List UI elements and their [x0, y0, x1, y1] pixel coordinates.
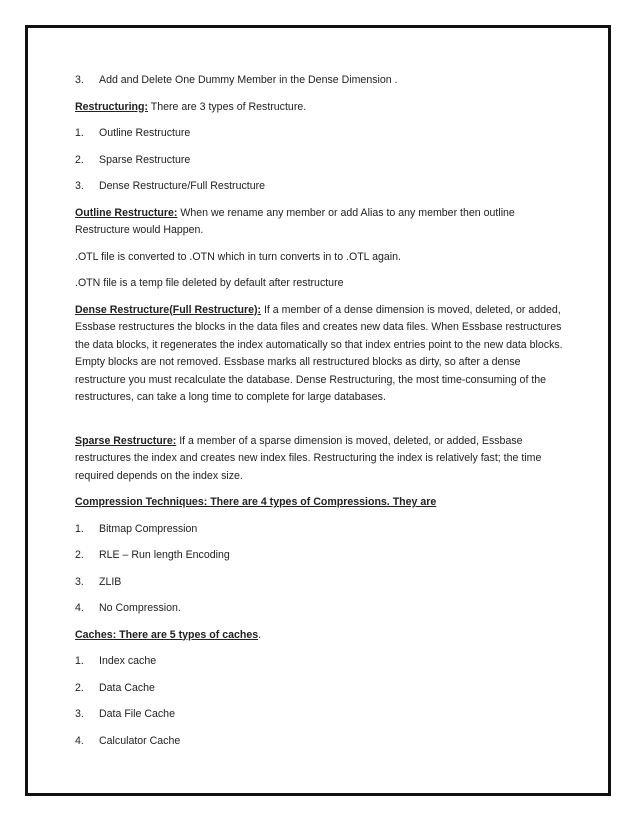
sparse-heading: Sparse Restructure: [75, 434, 177, 447]
document-body [75, 72, 565, 750]
sparse-paragraph: Sparse Restructure: If a member of a sparse dimension is moved, deleted, or added, Essbase restructures the index and creates new index files. Restructuring the index is relatively fast; the time required depends on the index size. [75, 434, 542, 482]
otl-paragraph: .OTL file is converted to .OTN which in turn converts in to .OTL again. [75, 250, 401, 263]
list-item: 2. Data Cache [75, 681, 155, 694]
list-item: 1. Outline Restructure [75, 127, 191, 139]
list-item: 1. Index cache [75, 655, 157, 667]
list-item: 3. Dense Restructure/Full Restructure [75, 180, 266, 192]
dense-paragraph: Dense Restructure(Full Restructure): If a member of a dense dimension is moved, deleted, or added, Essbase restructures the blocks in the data files and creates new data files. When Essbase restructures the data blocks, it regenerates the index automatically so that index entries point to the new data blocks. Empty blocks are not removed. Essbase marks all restructured blocks as dirty, so after a dense restructure you must recalculate the database. Dense Restructuring, the most time-consuming of the restructures, can take a long time to complete for large databases. [75, 303, 563, 403]
list-item: 4. No Compression. [75, 602, 181, 614]
list-item: 3. Data File Cache [75, 708, 175, 720]
list-item: 2. Sparse Restructure [75, 153, 191, 166]
outline-heading: Outline Restructure: [75, 206, 178, 219]
list-item: 4. Calculator Cache [75, 734, 181, 747]
list-item: 3. ZLIB [75, 575, 122, 588]
compression-heading: Compression Techniques: There are 4 types of Compressions. They are [75, 496, 437, 508]
restructuring-heading: Restructuring: [75, 100, 148, 113]
dense-heading: Dense Restructure(Full Restructure): [75, 303, 262, 316]
restructuring-paragraph: Restructuring: There are 3 types of Restructure. [75, 100, 307, 113]
list-item: 2. RLE – Run length Encoding [75, 549, 230, 561]
otn-paragraph: .OTN file is a temp file deleted by default after restructure [75, 277, 344, 289]
list-item: 3. Add and Delete One Dummy Member in the Dense Dimension . [75, 74, 398, 86]
list-item: 1. Bitmap Compression [75, 522, 198, 535]
outline-paragraph: Outline Restructure: When we rename any member or add Alias to any member then outline Restructure would Happen. [75, 206, 515, 236]
caches-heading: Caches: There are 5 types of caches. [75, 628, 262, 641]
